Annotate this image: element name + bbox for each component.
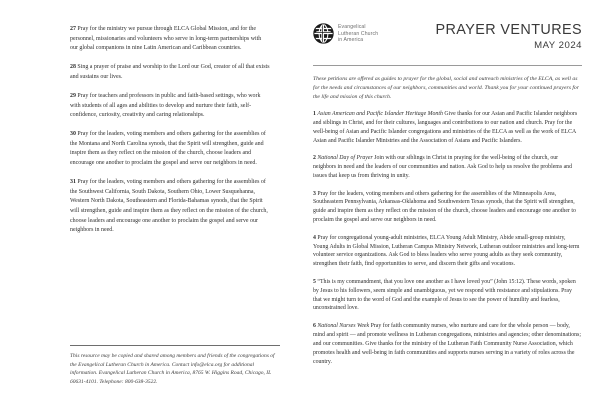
footer-text: This resource may be copied and shared among members and friends of the congregations of the Evangelical Lutheran Church in America. Contact info@elca.org for additional information. Evangelical Lutheran Church in America, 8765 W. Higgins Road, Chicago, IL 60631-4101. Telephone: 800-638-3522. [70,353,275,385]
entry-number: 4 [313,234,316,241]
issue-date: MAY 2024 [534,40,582,51]
entry-text: Give thanks for our Asian and Pacific Islander neighbors and siblings in Christ, and for their cultures, languages and contributions to our nation and church. Pray for the well-being of Asian and Pacific Islander congregations and ministries of the ELCA as well as the work of ELCA Asian and Pacific Islander Ministries and the Association of Asians and Pacific Islanders. [313,111,578,144]
brand-line-3: in America [338,37,364,44]
entry-text: Pray for the leaders, voting members and others gathering for the assemblies of the Montana and North Carolina synods, that the Spirit will strengthen, guide and inspire them as they reflect on the mission of the church, choose leaders and encourage one another to proclaim the gospel and serve our neighbors in need. [70,131,266,167]
entry-text: Pray for congregational young-adult ministries, ELCA Young Adult Ministry, Abide small-group ministry, Young Adults in Global Mission, Lutheran Campus Ministry Network, Lutheran outdoor ministries and long-term volunteer service organizations. Ask God to bless leaders who serve young adults as they seek community, strengthen their faith, find opportunities to serve, and discern their gifts and vocations. [313,234,580,268]
entry-text: “This is my commandment, that you love one another as I have loved you” (John 15:12). These words, spoken by Jesus to his followers, seem simple and unambiguous, yet we respond with resistance and stipulations. Pray that we might turn to the word of God and the example of Jesus to see the power of humility and fearless, unconstrained love. [313,278,576,312]
prayer-entry [70,25,270,54]
brand-lockup [313,22,378,44]
entry-number: 27 [70,26,76,32]
prayer-entry [70,130,270,168]
entry-text: Sing a prayer of praise and worship to the Lord our God, creator of all that exists and sustains our lives. [70,64,270,80]
left-page-entry-list [70,25,270,236]
entry-text: Pray for teachers and professors in public and faith-based settings, who work with students of all ages and abilities to develop and nurture their faith, self-confidence, curiosity, creativity and caring relationships. [70,92,261,119]
entry-number: 31 [70,179,76,186]
page-title: PRAYER VENTURES [435,22,582,38]
prayer-entry [70,92,270,121]
elca-globe-cross-icon [313,23,334,44]
entry-number: 29 [70,92,76,99]
prayer-entry [313,110,582,146]
entry-number: 5 [313,278,316,285]
entry-text: Pray for faith community nurses, who nurture and care for the whole person — body, mind and spirit — and promote wellness in Lutheran congregations, ministries and agencies; other denominations; and our communities. Give thanks for the ministry of the Lutheran Faith Community Nurse Association, which promotes health and well-being in faith communities and supports nurses serving in a variety of roles across the country. [313,322,581,365]
entry-number: 30 [70,131,76,138]
entry-number: 3 [313,190,316,197]
entry-number: 6 [313,322,316,329]
entry-number: 1 [313,111,316,118]
entry-number: 2 [313,155,316,162]
brand-wordmark [338,22,378,44]
footer-block [70,345,280,386]
prayer-entry [313,234,582,270]
footer-divider [70,345,280,346]
right-page [300,0,600,400]
brand-line-2: Lutheran Church [338,30,379,37]
entry-lead-in: Asian American and Pacific Islander Heritage Month [317,111,443,118]
entry-text: Pray for the leaders, voting members and others gathering for the assemblies of the Southwest California, South Dakota, Southern Ohio, Lower Susquehanna, Western North Dakota, Southeastern and Florida-Bahamas synods, that the Spirit will strengthen, guide and inspire them as they reflect on the mission of the church, choose leaders and encourage one another to proclaim the gospel and serve our neighbors in need. [70,179,268,234]
entry-lead-in: National Day of Prayer [317,155,373,162]
right-page-entry-list [313,110,582,366]
header-divider [313,65,582,66]
prayer-entry [313,278,582,314]
prayer-entry [313,154,582,181]
prayer-entry [313,190,582,226]
prayer-entry [70,178,270,236]
entry-text: Pray for the leaders, voting members and others gathering for the assemblies of the Minneapolis Area, Southeastern Pennsylvania, Arkansas-Oklahoma and Southwestern Texas synods, that the Spirit will strengthen, guide and inspire them as they reflect on the mission of the church, choose leaders and encourage one another to proclaim the gospel and serve our neighbors in need. [313,190,576,224]
prayer-entry [313,322,582,367]
entry-number: 28 [70,64,76,71]
entry-lead-in: National Nurses Week [317,322,370,329]
entry-text: Join with our siblings in Christ in praying for the well-being of the church, our neighbors in need and the leaders of our communities and nation. Ask God to help us resolve the problems and issues that keep us from thriving in unity. [313,155,573,180]
title-block [436,22,582,52]
intro-paragraph: These petitions are offered as guides to prayer for the global, social and outreach ministries of the ELCA, as well as for the needs and circumstances of our neighbors, communities and world. Thank you for your continued prayers for the life and mission of this church. [313,76,579,100]
brand-line-1: Evangelical [338,24,366,30]
prayer-entry [70,63,270,82]
masthead [313,22,582,58]
entry-text: Pray for the ministry we pursue through ELCA Global Mission, and for the personnel, missionaries and volunteers who serve in long-term partnerships with our global companions in nine Latin American and Caribbean countries. [70,26,262,52]
